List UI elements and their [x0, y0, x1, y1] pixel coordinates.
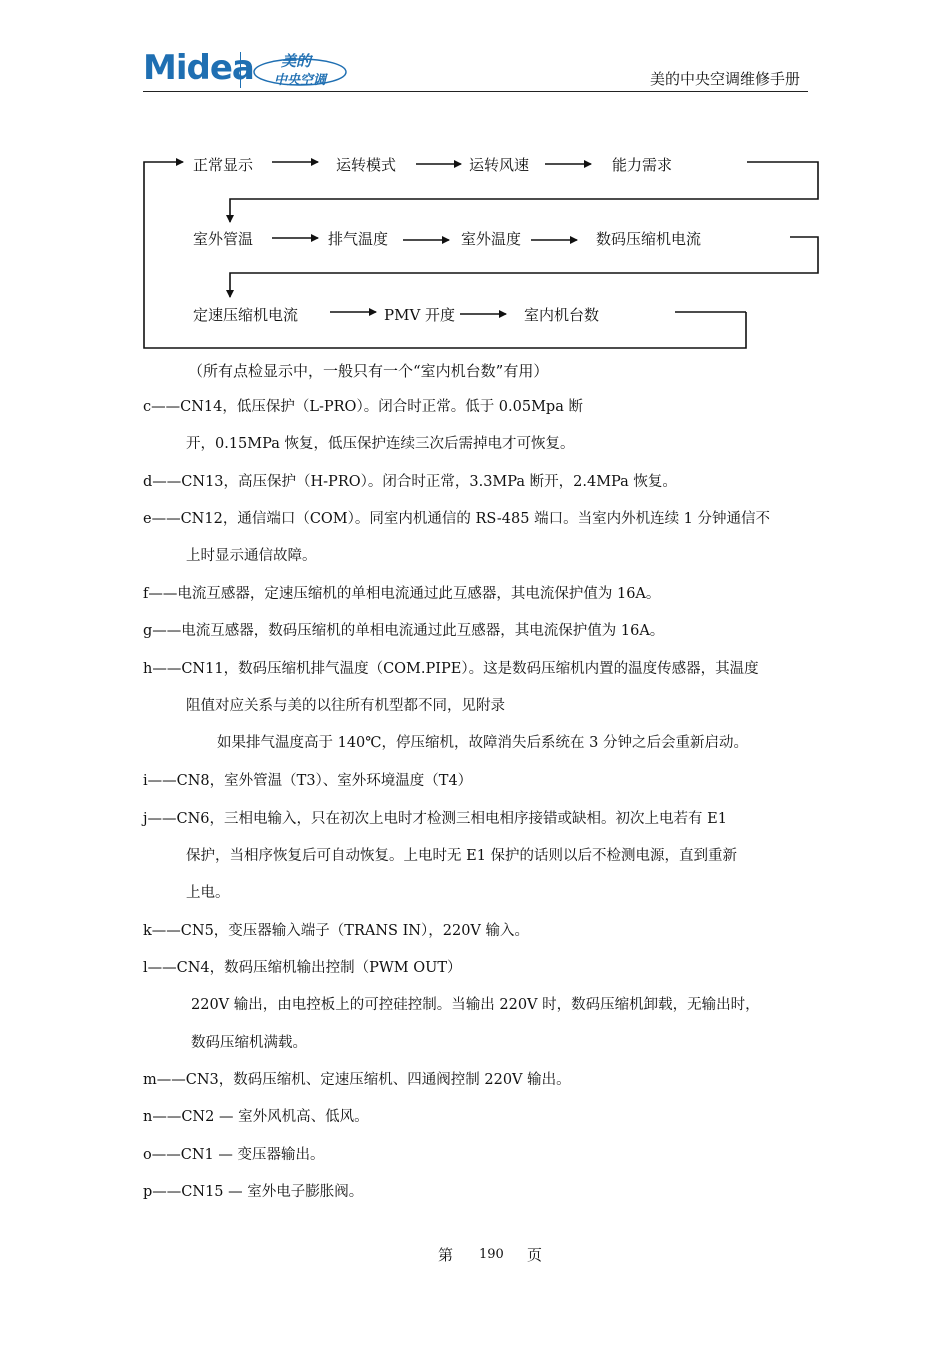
- logo-sub-bottom: 中央空调: [273, 73, 327, 88]
- flow-node-digital-comp-current: 数码压缩机电流: [596, 230, 702, 248]
- item-c: c——CN14，低压保护（L-PRO）。闭合时正常。低于 0.05Mpa 断: [143, 399, 583, 415]
- flow-node-outdoor-temp: 室外温度: [461, 230, 522, 248]
- flow-node-run-mode: 运转模式: [336, 156, 397, 174]
- wrap-line-2: [230, 237, 818, 297]
- flow-node-indoor-unit-count: 室内机台数: [524, 306, 600, 324]
- flow-node-discharge-temp: 排气温度: [328, 230, 389, 248]
- item-l: l——CN4，数码压缩机输出控制（PWM OUT）: [143, 960, 462, 976]
- item-c-cont: 开，0.15MPa 恢复，低压保护连续三次后需掉电才可恢复。: [186, 436, 575, 452]
- item-g: g——电流互感器，数码压缩机的单相电流通过此互感器，其电流保护值为 16A。: [143, 623, 665, 639]
- item-j-cont-2: 上电。: [186, 885, 230, 901]
- item-j: j——CN6，三相电输入，只在初次上电时才检测三相电相序接错或缺相。初次上电若有 E1: [143, 811, 727, 827]
- item-p: p——CN15 — 室外电子膨胀阀。: [143, 1184, 364, 1200]
- flow-node-fan-speed: 运转风速: [469, 156, 530, 174]
- item-e: e——CN12，通信端口（COM）。同室内机通信的 RS-485 端口。当室内外机连续 1 分钟通信不: [143, 511, 771, 527]
- item-d: d——CN13，高压保护（H-PRO）。闭合时正常，3.3MPa 断开，2.4MPa 恢复。: [143, 474, 677, 490]
- page-number: 190: [479, 1247, 504, 1262]
- flow-node-outdoor-pipe-temp: 室外管温: [193, 230, 254, 248]
- item-n: n——CN2 — 室外风机高、低风。: [143, 1109, 369, 1125]
- display-sequence-diagram: [0, 0, 950, 360]
- item-h-note: 如果排气温度高于 140℃，停压缩机，故障消失后系统在 3 分钟之后会重新启动。: [217, 735, 748, 751]
- item-l-cont-2: 数码压缩机满载。: [191, 1035, 307, 1051]
- flow-node-normal-display: 正常显示: [193, 156, 254, 174]
- item-f: f——电流互感器，定速压缩机的单相电流通过此互感器，其电流保护值为 16A。: [143, 586, 661, 602]
- item-l-cont-1: 220V 输出，由电控板上的可控硅控制。当输出 220V 时，数码压缩机卸载，无输出时，: [191, 997, 760, 1013]
- flow-node-pmv-opening: PMV 开度: [384, 306, 456, 324]
- item-h: h——CN11，数码压缩机排气温度（COM.PIPE）。这是数码压缩机内置的温度传感器，其温度: [143, 661, 759, 677]
- flow-note: （所有点检显示中，一般只有一个“室内机台数”有用）: [188, 362, 549, 380]
- item-o: o——CN1 — 变压器输出。: [143, 1147, 325, 1163]
- manual-title: 美的中央空调维修手册: [649, 70, 800, 88]
- item-i: i——CN8，室外管温（T3）、室外环境温度（T4）: [143, 773, 473, 789]
- item-h-cont: 阻值对应关系与美的以往所有机型都不同，见附录: [186, 698, 505, 714]
- footer-suffix: 页: [527, 1246, 543, 1264]
- item-j-cont-1: 保护，当相序恢复后可自动恢复。上电时无 E1 保护的话则以后不检测电源，直到重新: [186, 848, 738, 864]
- footer-prefix: 第: [438, 1246, 454, 1264]
- flow-node-fixed-comp-current: 定速压缩机电流: [193, 306, 299, 324]
- item-e-cont: 上时显示通信故障。: [186, 548, 317, 564]
- item-m: m——CN3，数码压缩机、定速压缩机、四通阀控制 220V 输出。: [143, 1072, 571, 1088]
- logo-sub-top: 美的: [280, 52, 312, 70]
- flow-node-capacity-demand: 能力需求: [612, 156, 673, 174]
- midea-logo: Midea: [143, 48, 254, 88]
- item-k: k——CN5，变压器输入端子（TRANS IN），220V 输入。: [143, 923, 530, 939]
